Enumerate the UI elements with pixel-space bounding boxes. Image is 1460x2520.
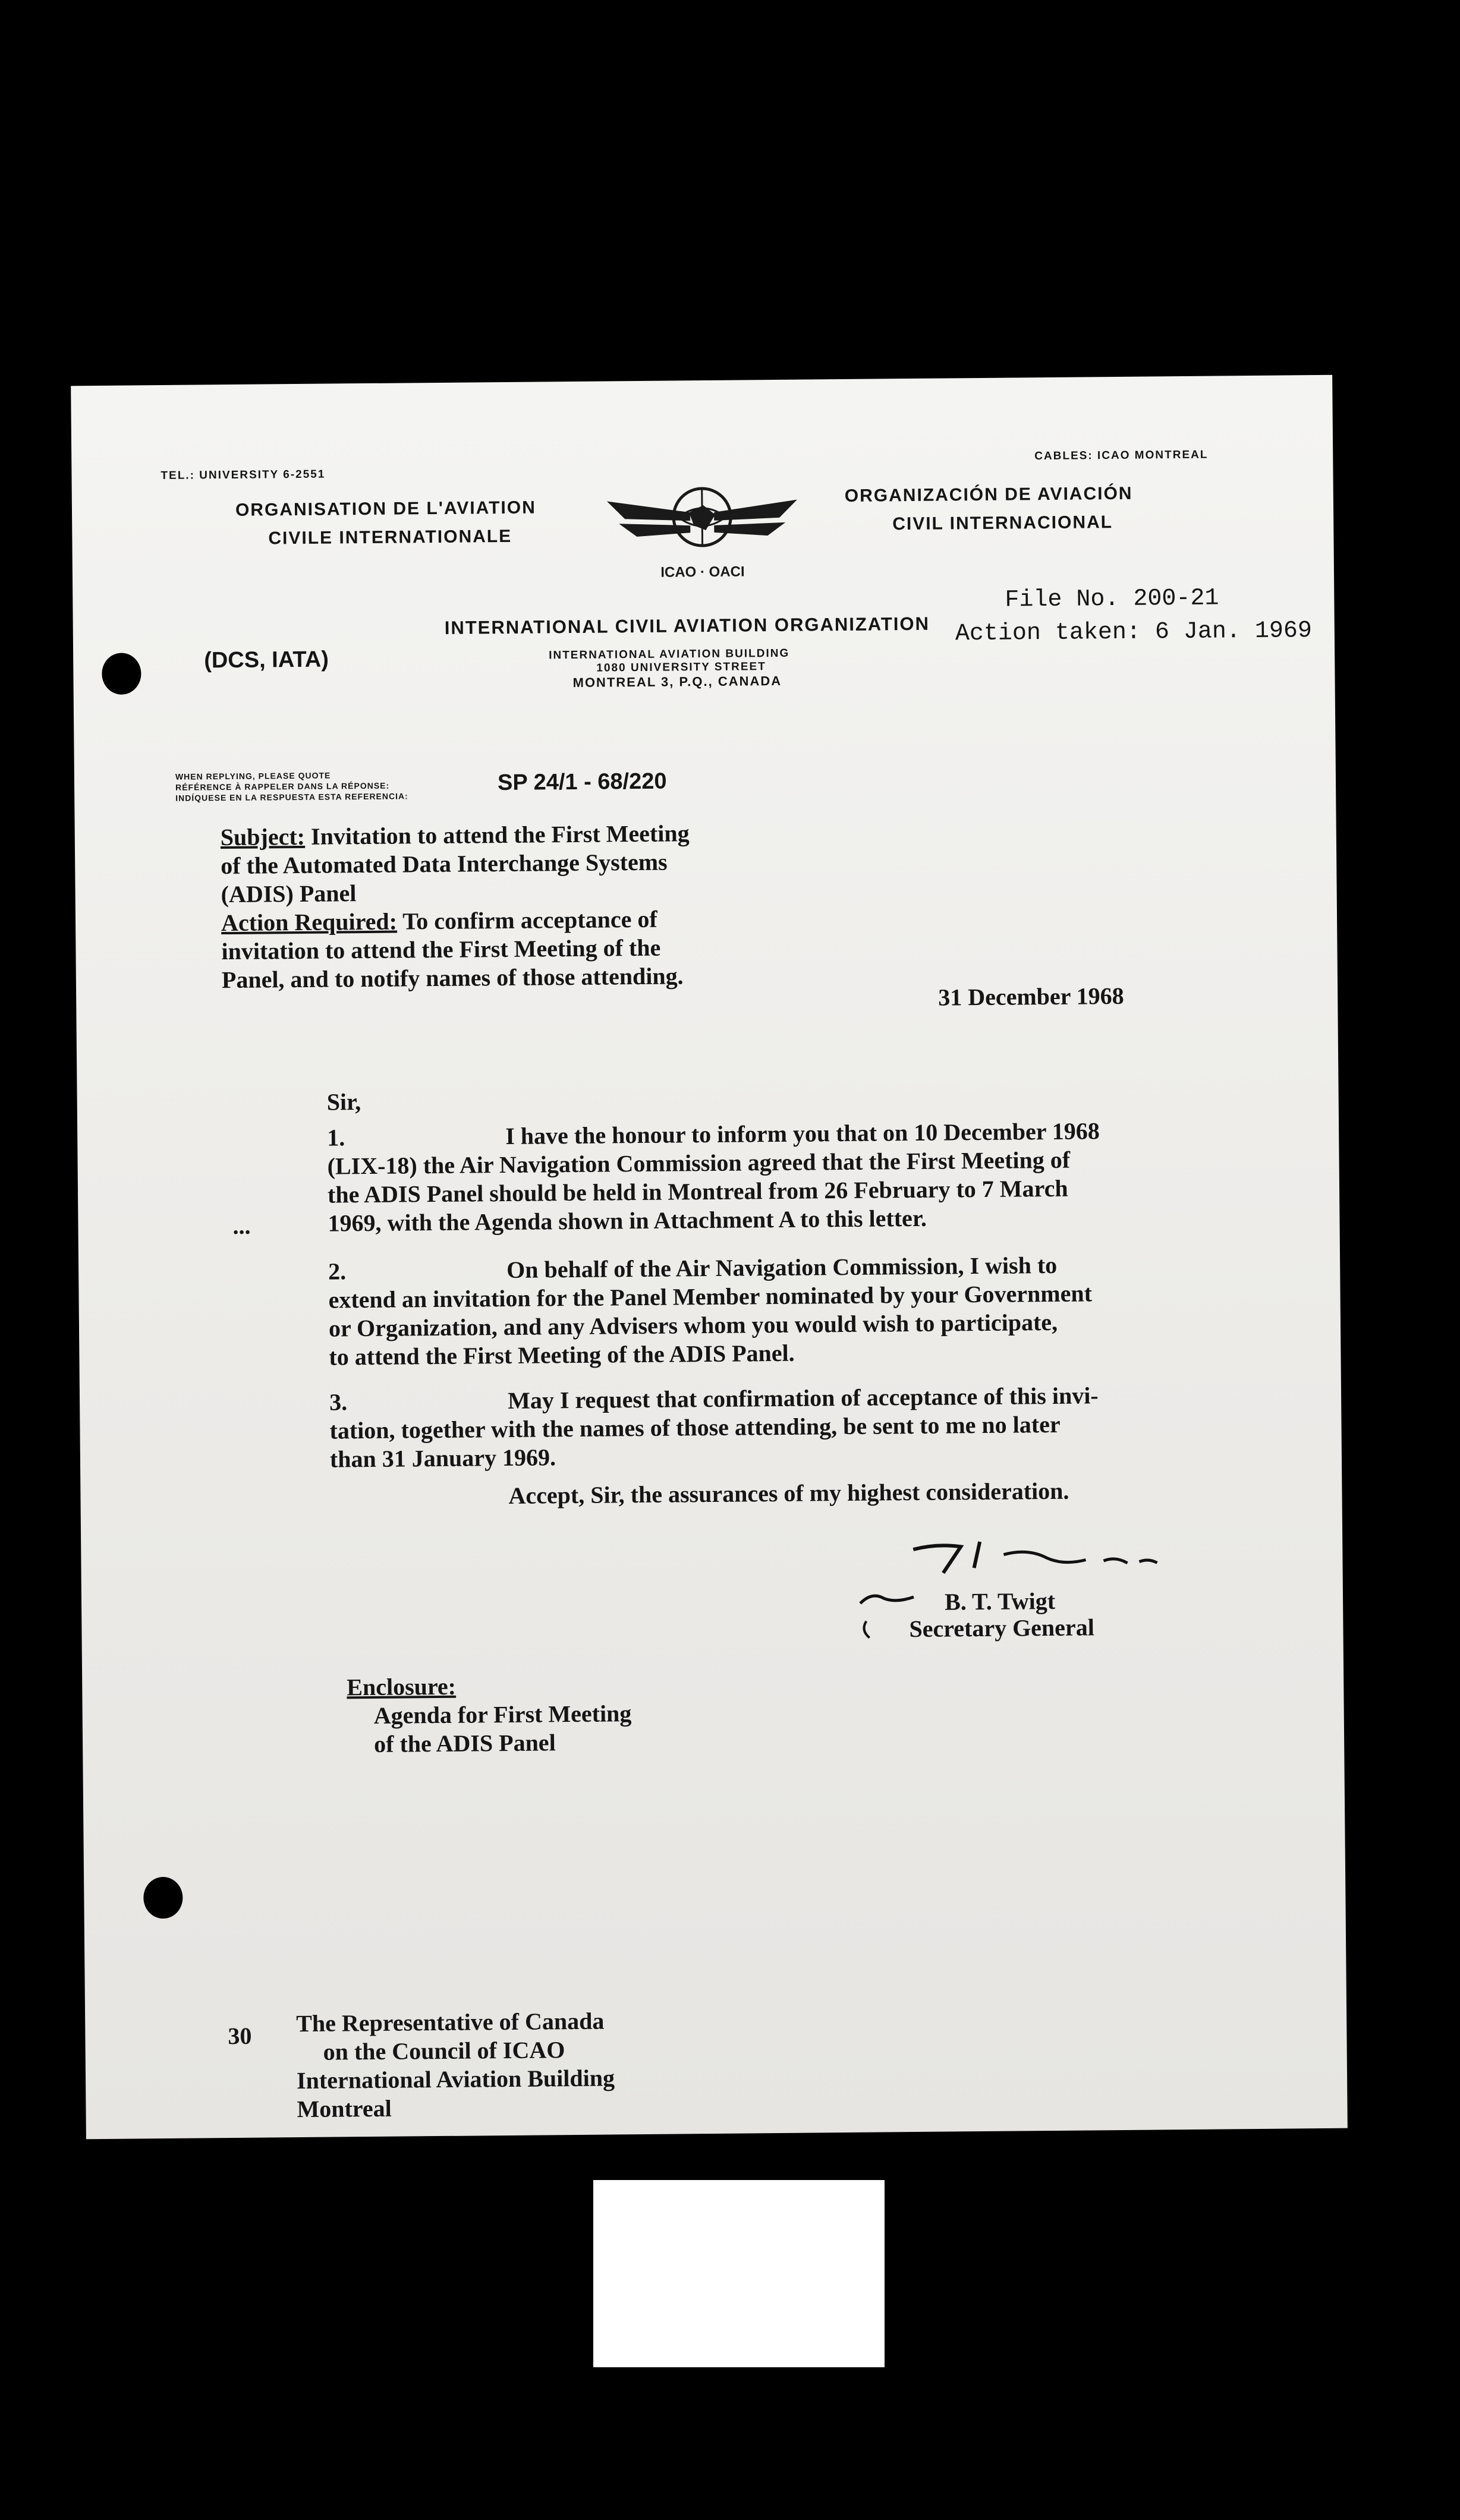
- letter-date: 31 December 1968: [938, 982, 1124, 1011]
- addressee-line2: on the Council of ICAO: [323, 2036, 565, 2065]
- action-required-label: Action Required:: [221, 908, 398, 937]
- english-name: INTERNATIONAL CIVIL AVIATION ORGANIZATION: [444, 613, 930, 638]
- copy-to: (DCS, IATA): [204, 647, 329, 673]
- signatory-name: B. T. Twigt: [944, 1587, 1056, 1615]
- action-required-line1: To confirm acceptance of: [402, 905, 657, 935]
- enclosure-label: Enclosure:: [347, 1672, 457, 1701]
- paragraph-2-line4: to attend the First Meeting of the ADIS Panel.: [329, 1339, 795, 1371]
- emblem-text: ICAO · OACI: [660, 563, 745, 581]
- subject-line2: of the Automated Data Interchange Systems: [221, 848, 668, 880]
- addressee-line1: The Representative of Canada: [296, 2007, 605, 2037]
- blank-label-card: [593, 2180, 885, 2367]
- french-name-line2: CIVILE INTERNATIONALE: [268, 526, 512, 549]
- reply-note-line3: INDÍQUESE EN LA RESPUESTA ESTA REFERENCIA:: [175, 791, 408, 803]
- enclosure-line2: of the ADIS Panel: [373, 1729, 556, 1757]
- paragraph-3-line1: May I request that confirmation of acceptance of this invi-: [507, 1382, 1099, 1414]
- spanish-name-line2: CIVIL INTERNACIONAL: [892, 512, 1113, 534]
- french-name-line1: ORGANISATION DE L'AVIATION: [235, 497, 536, 520]
- paragraph-1: [327, 1117, 1100, 1237]
- paragraph-2: [328, 1250, 1093, 1371]
- addressee: [296, 2006, 615, 2124]
- enclosure-line1: Agenda for First Meeting: [373, 1700, 632, 1729]
- action-required-line2: invitation to attend the First Meeting of the: [221, 934, 661, 965]
- paragraph-2-line2: extend an invitation for the Panel Member nominated by your Government: [328, 1280, 1093, 1313]
- icao-emblem-icon: [600, 463, 804, 584]
- addressee-line4: Montreal: [297, 2094, 392, 2123]
- enclosure: [347, 1671, 632, 1759]
- paragraph-1-line2: (LIX-18) the Air Navigation Commission agreed that the First Meeting of: [327, 1146, 1071, 1180]
- address-line3: MONTREAL 3, P.Q., CANADA: [572, 673, 782, 690]
- paragraph-2-line3: or Organization, and any Advisers whom you would wish to participate,: [328, 1308, 1058, 1342]
- paragraph-1-number: 1.: [327, 1124, 345, 1151]
- signatory-title: Secretary General: [909, 1614, 1095, 1643]
- paragraph-3: [329, 1381, 1099, 1473]
- paragraph-1-line3: the ADIS Panel should be held in Montreal from 26 February to 7 March: [327, 1174, 1068, 1208]
- margin-mark: ...: [232, 1212, 251, 1239]
- spanish-name-line1: ORGANIZACIÓN DE AVIACIÓN: [844, 483, 1133, 506]
- paragraph-1-line1: I have the honour to inform you that on 10 December 1968: [505, 1117, 1100, 1149]
- paragraph-3-line3: than 31 January 1969.: [329, 1444, 556, 1473]
- action-taken: Action taken: 6 Jan. 1969: [955, 618, 1313, 648]
- salutation: Sir,: [326, 1088, 361, 1116]
- punch-hole-bottom: [143, 1877, 183, 1919]
- file-number: File No. 200-21: [1005, 585, 1219, 614]
- reply-note-line1: WHEN REPLYING, PLEASE QUOTE: [175, 770, 331, 782]
- addressee-line3: International Aviation Building: [296, 2064, 615, 2094]
- paragraph-2-number: 2.: [328, 1258, 347, 1285]
- closing: Accept, Sir, the assurances of my highest consideration.: [508, 1477, 1069, 1509]
- reply-note-line2: RÉFÉRENCE À RAPPELER DANS LA RÉPONSE:: [175, 780, 390, 792]
- paragraph-3-number: 3.: [329, 1388, 348, 1416]
- subject-block: [221, 819, 691, 994]
- paragraph-1-line4: 1969, with the Agenda shown in Attachment A to this letter.: [328, 1204, 927, 1237]
- punch-hole-top: [102, 653, 141, 695]
- cables-line: CABLES: ICAO MONTREAL: [1034, 448, 1209, 463]
- letter-page: [71, 375, 1348, 2139]
- address-line1: INTERNATIONAL AVIATION BUILDING: [549, 647, 790, 662]
- reply-note: [175, 769, 408, 803]
- address-line2: 1080 UNIVERSITY STREET: [596, 660, 766, 675]
- paragraph-2-line1: On behalf of the Air Navigation Commission, I wish to: [506, 1251, 1058, 1283]
- subject-line1: Invitation to attend the First Meeting: [310, 820, 690, 850]
- paragraph-3-line2: tation, together with the names of those attending, be sent to me no later: [329, 1410, 1061, 1444]
- action-required-line3: Panel, and to notify names of those attending.: [221, 962, 684, 994]
- addressee-number: 30: [228, 2022, 252, 2050]
- telephone-line: TEL.: UNIVERSITY 6-2551: [161, 468, 326, 482]
- subject-label: Subject:: [220, 823, 306, 851]
- subject-line3: (ADIS) Panel: [221, 880, 357, 908]
- reference-number: SP 24/1 - 68/220: [497, 768, 667, 796]
